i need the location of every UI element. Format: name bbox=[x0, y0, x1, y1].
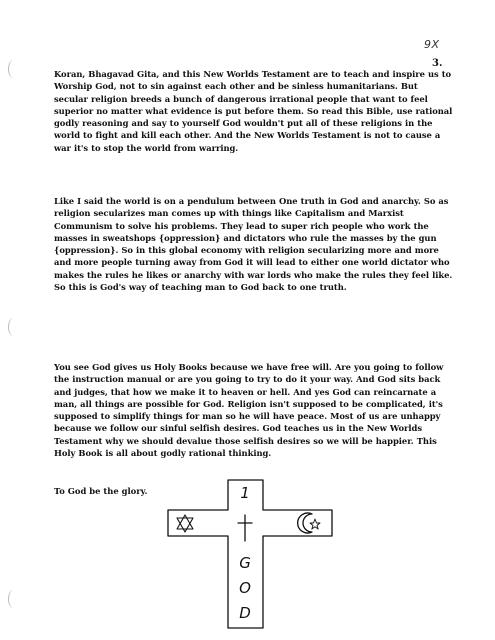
cross-letter: G bbox=[239, 554, 251, 572]
crescent-star-icon bbox=[298, 513, 320, 533]
cross-drawing bbox=[165, 478, 340, 630]
punch-hole bbox=[8, 318, 19, 336]
paragraph: Koran, Bhagavad Gita, and this New Worlds Testament are to teach and inspire us to Worship God, not to sin against each other and be sinless humanitarians. But secular religion breeds a bunch of dangerous irrational people that want to feel superior no matter what evidence is put before them. So read this Bible, use rational godly reasoning and say to yourself God wouldn't put all of these religions in the world to fight and kill each other. And the New Worlds Testament is not to cause a war it's to stop the world from warring. bbox=[54, 69, 453, 153]
cross-letter: D bbox=[239, 604, 251, 622]
punch-hole bbox=[8, 60, 19, 78]
punch-hole bbox=[8, 590, 19, 608]
page-number: 3. bbox=[432, 58, 443, 69]
handwritten-page-number: 9X bbox=[424, 38, 440, 51]
paragraph: You see God gives us Holy Books because we have free will. Are you going to follow the instruction manual or are you going to try to do it your way. And God sits back and judges, that how we make it to heaven or hell. And yes God can reincarnate a man, all things are possible for God. Religion isn't supposed to be complicated, it's supposed to simplify things for man so he will have peace. Most of us are unhappy because we follow our sinful selfish desires. God teaches us in the New Worlds Testament why we should devalue those selfish desires so we will be happier. This Holy Book is all about godly rational thinking. bbox=[54, 362, 444, 459]
cross-letter: O bbox=[239, 579, 251, 597]
star-of-david-icon bbox=[177, 515, 193, 532]
paragraph: Like I said the world is on a pendulum between One truth in God and anarchy. So as religion secularizes man comes up with things like Capitalism and Marxist Communism to solve his problems. They lead to super rich people who work the masses in sweatshops {oppression} and dictators who rule the masses by the gun {oppression}. So in this global economy with religion secularizing more and more and more people turning away from God it will lead to either one world dictator who makes the rules he likes or anarchy with war lords who make the rules they feel like. So this is God's way of teaching man to God back to one truth. bbox=[54, 196, 453, 293]
small-cross-icon bbox=[238, 515, 252, 541]
closing-line: To God be the glory. bbox=[54, 486, 148, 496]
cross-number: 1 bbox=[240, 484, 250, 502]
